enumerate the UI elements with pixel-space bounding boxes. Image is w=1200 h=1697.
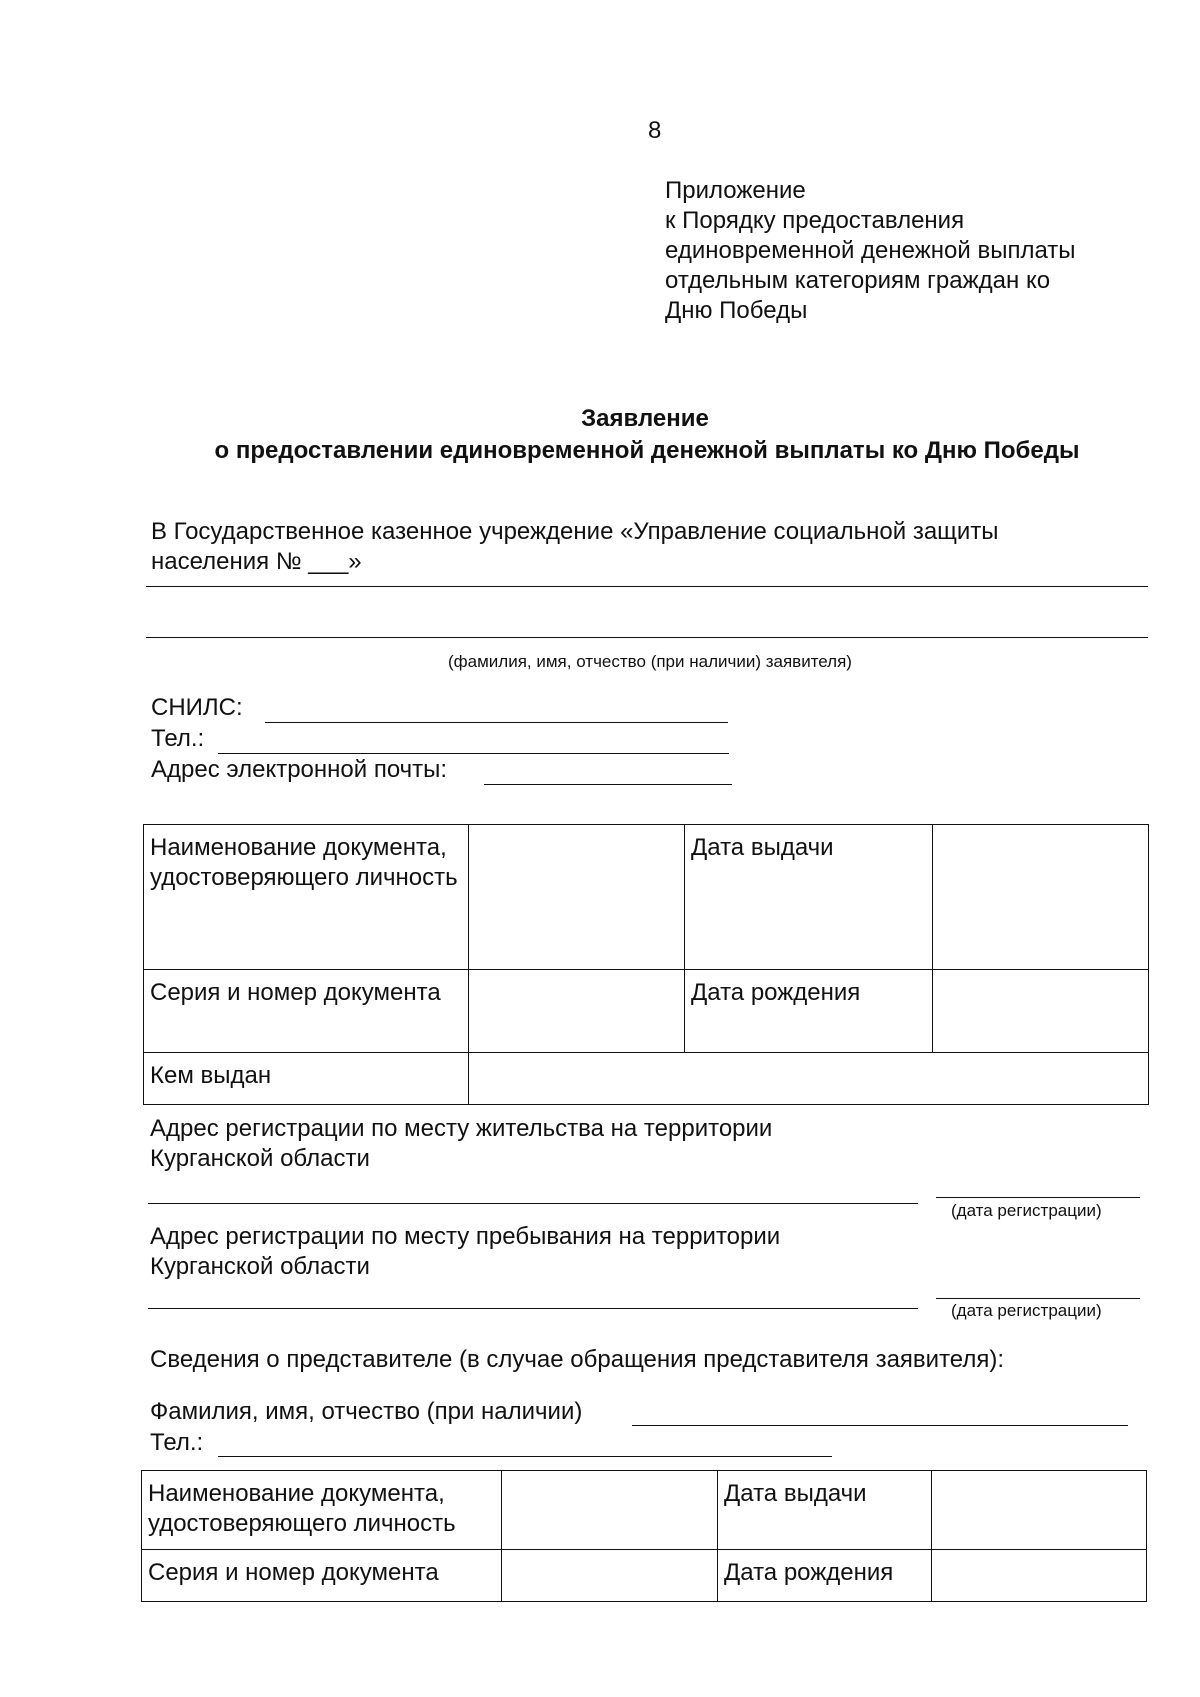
appendix-line-3: единовременной денежной выплаты	[665, 237, 1076, 264]
snils-label: СНИЛС:	[151, 694, 243, 721]
doc-name-label: Наименование документа, удостоверяющего личность	[144, 825, 469, 970]
stay-label-line-1: Адрес регистрации по месту пребывания на территории	[150, 1223, 781, 1250]
rep-issue-date-label: Дата выдачи	[718, 1471, 932, 1550]
issued-by-cell[interactable]	[469, 1053, 1149, 1105]
residence-date-caption: (дата регистрации)	[951, 1201, 1102, 1220]
applicant-name-line-1[interactable]	[146, 586, 1148, 587]
representative-fio-field[interactable]	[632, 1425, 1128, 1426]
series-number-label: Серия и номер документа	[144, 970, 469, 1053]
rep-doc-name-cell[interactable]	[502, 1471, 718, 1550]
birth-date-cell[interactable]	[933, 970, 1149, 1053]
rep-doc-name-label: Наименование документа, удостоверяющего личность	[142, 1471, 502, 1550]
applicant-phone-label: Тел.:	[151, 725, 205, 752]
representative-document-table	[141, 1470, 1147, 1602]
email-field[interactable]	[484, 784, 732, 785]
residence-address-field[interactable]	[148, 1203, 918, 1204]
appendix-line-1: Приложение	[665, 177, 806, 204]
appendix-block	[665, 176, 1076, 326]
stay-date-field[interactable]	[936, 1298, 1140, 1299]
stay-address-field[interactable]	[148, 1308, 918, 1309]
applicant-phone-field[interactable]	[218, 753, 729, 754]
applicant-fio-caption: (фамилия, имя, отчество (при наличии) заявителя)	[448, 652, 852, 671]
issue-date-cell[interactable]	[933, 825, 1149, 970]
doc-name-cell[interactable]	[469, 825, 685, 970]
addressee-line-2: населения № ___»	[151, 548, 362, 575]
rep-series-number-cell[interactable]	[502, 1550, 718, 1602]
appendix-line-2: к Порядку предоставления	[665, 207, 965, 234]
appendix-line-5: Дню Победы	[665, 297, 808, 324]
identity-document-table	[143, 824, 1149, 1105]
rep-birth-date-label: Дата рождения	[718, 1550, 932, 1602]
rep-birth-date-cell[interactable]	[932, 1550, 1147, 1602]
representative-fio-label: Фамилия, имя, отчество (при наличии)	[150, 1398, 583, 1425]
issue-date-label: Дата выдачи	[685, 825, 933, 970]
document-subtitle: о предоставлении единовременной денежной выплаты ко Дню Победы	[214, 437, 1080, 464]
residence-date-field[interactable]	[936, 1197, 1140, 1198]
applicant-name-line-2[interactable]	[146, 637, 1148, 638]
representative-heading: Сведения о представителе (в случае обращения представителя заявителя):	[150, 1346, 1005, 1373]
issued-by-label: Кем выдан	[144, 1053, 469, 1105]
representative-phone-field[interactable]	[218, 1456, 832, 1457]
email-label: Адрес электронной почты:	[151, 756, 448, 783]
rep-issue-date-cell[interactable]	[932, 1471, 1147, 1550]
page-number: 8	[648, 117, 662, 144]
series-number-cell[interactable]	[469, 970, 685, 1053]
snils-field[interactable]	[265, 722, 728, 723]
birth-date-label: Дата рождения	[685, 970, 933, 1053]
rep-series-number-label: Серия и номер документа	[142, 1550, 502, 1602]
residence-label-line-1: Адрес регистрации по месту жительства на территории	[150, 1115, 773, 1142]
stay-date-caption: (дата регистрации)	[951, 1301, 1102, 1320]
representative-phone-label: Тел.:	[150, 1429, 204, 1456]
residence-label-line-2: Курганской области	[150, 1145, 370, 1172]
document-title: Заявление	[581, 405, 709, 432]
stay-label-line-2: Курганской области	[150, 1253, 370, 1280]
addressee-line-1: В Государственное казенное учреждение «Управление социальной защиты	[151, 518, 999, 545]
appendix-line-4: отдельным категориям граждан ко	[665, 267, 1051, 294]
